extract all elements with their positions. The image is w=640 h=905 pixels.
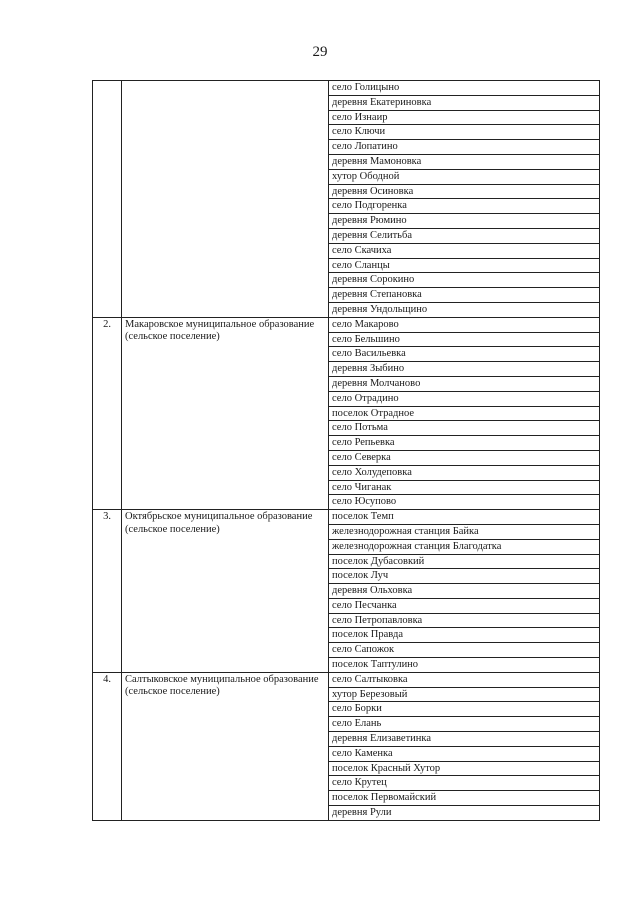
settlement-name: деревня Ольховка	[329, 584, 600, 599]
settlement-name: село Изнаир	[329, 110, 600, 125]
settlement-name: село Подгоренка	[329, 199, 600, 214]
settlement-name: село Репьевка	[329, 436, 600, 451]
settlement-name: село Васильевка	[329, 347, 600, 362]
settlement-name: деревня Зыбино	[329, 362, 600, 377]
settlement-name: село Каменка	[329, 746, 600, 761]
settlement-name: село Холудеповка	[329, 465, 600, 480]
settlement-name: деревня Мамоновка	[329, 154, 600, 169]
settlement-name: село Потьма	[329, 421, 600, 436]
municipality-name: Макаровское муниципальное образование (сельское поселение)	[122, 317, 329, 509]
settlements-table	[92, 80, 600, 821]
table-row	[93, 317, 600, 332]
settlement-name: село Борки	[329, 702, 600, 717]
settlement-name: деревня Молчаново	[329, 376, 600, 391]
settlement-name: село Макарово	[329, 317, 600, 332]
page-number: 29	[312, 44, 328, 60]
table-row	[93, 81, 600, 96]
settlement-name: деревня Рюмино	[329, 214, 600, 229]
settlement-name: село Сланцы	[329, 258, 600, 273]
settlement-name: поселок Темп	[329, 510, 600, 525]
settlement-name: поселок Дубасовкий	[329, 554, 600, 569]
settlement-name: поселок Таптулино	[329, 658, 600, 673]
settlement-name: поселок Красный Хутор	[329, 761, 600, 776]
settlement-name: село Бельшино	[329, 332, 600, 347]
settlement-name: деревня Осиновка	[329, 184, 600, 199]
settlement-name: поселок Правда	[329, 628, 600, 643]
settlement-name: село Отрадино	[329, 391, 600, 406]
settlement-name: деревня Рули	[329, 806, 600, 821]
settlement-name: железнодорожная станция Байка	[329, 524, 600, 539]
table-row	[93, 672, 600, 687]
settlement-name: деревня Ундольщино	[329, 302, 600, 317]
group-number: 4.	[93, 672, 122, 820]
municipality-name: Октябрьское муниципальное образование (сельское поселение)	[122, 510, 329, 673]
settlement-name: поселок Луч	[329, 569, 600, 584]
settlement-name: поселок Отрадное	[329, 406, 600, 421]
settlement-name: хутор Березовый	[329, 687, 600, 702]
settlement-name: деревня Селитьба	[329, 228, 600, 243]
settlement-name: село Чиганак	[329, 480, 600, 495]
settlement-name: село Елань	[329, 717, 600, 732]
settlement-name: деревня Елизаветинка	[329, 732, 600, 747]
settlement-name: село Песчанка	[329, 598, 600, 613]
settlement-name: село Северка	[329, 450, 600, 465]
group-number	[93, 81, 122, 318]
settlement-name: село Сапожок	[329, 643, 600, 658]
settlements-table-body	[93, 81, 600, 821]
municipality-name: Салтыковское муниципальное образование (сельское поселение)	[122, 672, 329, 820]
settlement-name: село Ключи	[329, 125, 600, 140]
group-number: 3.	[93, 510, 122, 673]
group-number: 2.	[93, 317, 122, 509]
settlement-name: село Лопатино	[329, 140, 600, 155]
municipality-name	[122, 81, 329, 318]
settlement-name: село Скачиха	[329, 243, 600, 258]
settlement-name: село Голицыно	[329, 81, 600, 96]
settlement-name: деревня Екатериновка	[329, 95, 600, 110]
settlement-name: хутор Ободной	[329, 169, 600, 184]
table-row	[93, 510, 600, 525]
settlement-name: деревня Сорокино	[329, 273, 600, 288]
settlement-name: железнодорожная станция Благодатка	[329, 539, 600, 554]
settlement-name: село Крутец	[329, 776, 600, 791]
settlement-name: деревня Степановка	[329, 288, 600, 303]
settlement-name: поселок Первомайский	[329, 791, 600, 806]
settlement-name: село Салтыковка	[329, 672, 600, 687]
settlement-name: село Петропавловка	[329, 613, 600, 628]
settlement-name: село Юсупово	[329, 495, 600, 510]
